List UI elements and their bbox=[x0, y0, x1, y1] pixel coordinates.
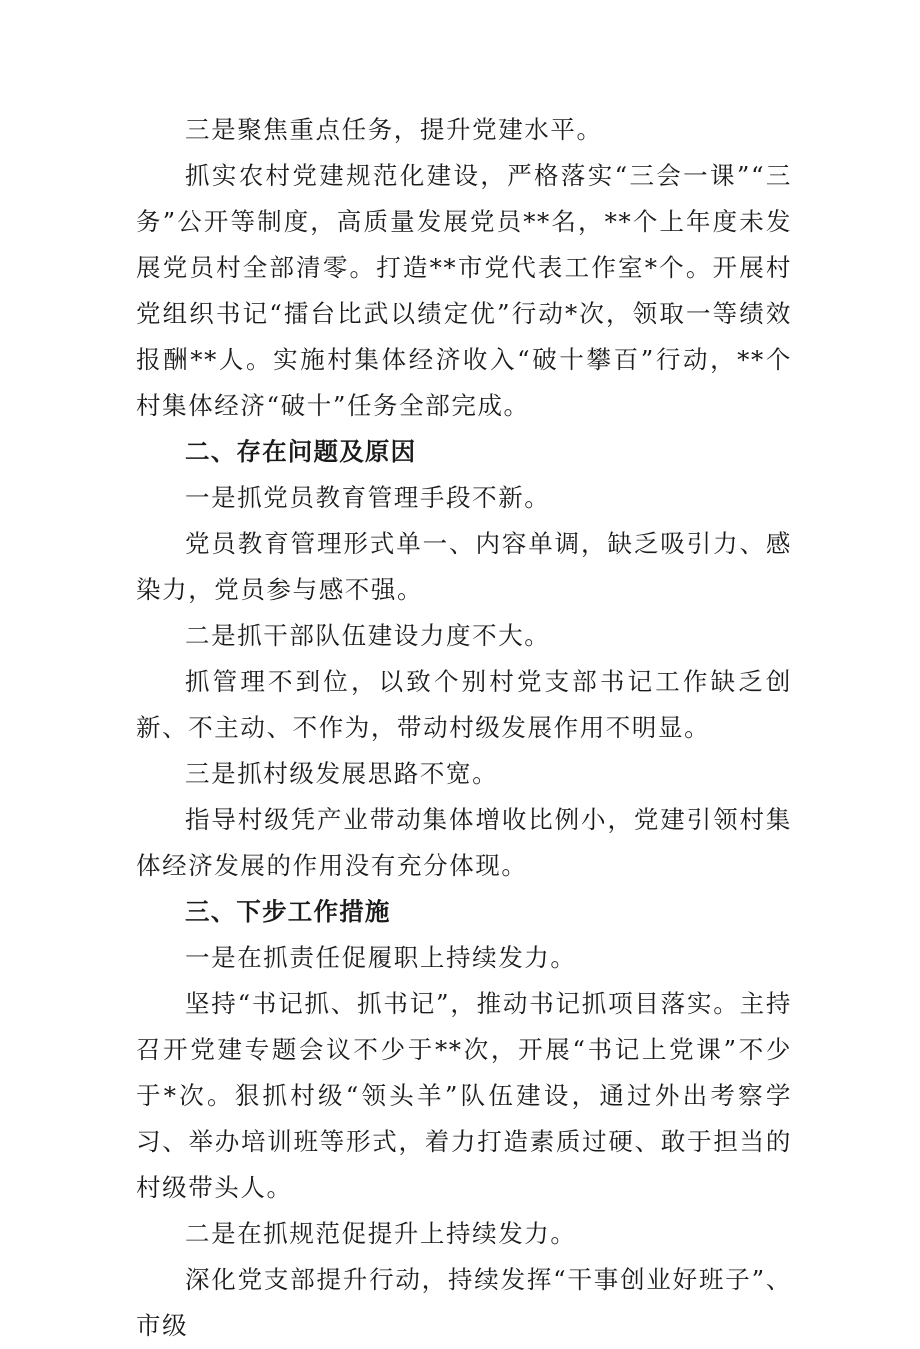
body-paragraph: 指导村级凭产业带动集体增收比例小，党建引领村集体经济发展的作用没有充分体现。 bbox=[136, 805, 792, 880]
subheading-paragraph: 三是抓村级发展思路不宽。 bbox=[185, 759, 499, 788]
body-paragraph: 深化党支部提升行动，持续发挥“干事创业好班子”、市级 bbox=[136, 1265, 792, 1340]
subheading-paragraph: 一是在抓责任促履职上持续发力。 bbox=[185, 943, 577, 972]
subheading-paragraph: 三是聚焦重点任务，提升党建水平。 bbox=[185, 115, 603, 144]
subheading-paragraph: 二是在抓规范促提升上持续发力。 bbox=[185, 1219, 577, 1248]
body-paragraph: 抓管理不到位，以致个别村党支部书记工作缺乏创新、不主动、不作为，带动村级发展作用不明显。 bbox=[136, 667, 792, 742]
section-heading: 三、下步工作措施 bbox=[185, 897, 391, 926]
document-body bbox=[136, 107, 792, 1349]
section-heading: 二、存在问题及原因 bbox=[185, 437, 417, 466]
body-paragraph: 抓实农村党建规范化建设，严格落实“三会一课”“三务”公开等制度，高质量发展党员**名，**个上年度未发展党员村全部清零。打造**市党代表工作室*个。开展村党组织书记“擂台比武以绩定优”行动*次，领取一等绩效报酬**人。实施村集体经济收入“破十攀百”行动，**个村集体经济“破十”任务全部完成。 bbox=[136, 161, 792, 420]
subheading-paragraph: 二是抓干部队伍建设力度不大。 bbox=[185, 621, 551, 650]
body-paragraph: 党员教育管理形式单一、内容单调，缺乏吸引力、感染力，党员参与感不强。 bbox=[136, 529, 792, 604]
body-paragraph: 坚持“书记抓、抓书记”，推动书记抓项目落实。主持召开党建专题会议不少于**次，开展“书记上党课”不少于*次。狠抓村级“领头羊”队伍建设，通过外出考察学习、举办培训班等形式，着力打造素质过硬、敢于担当的村级带头人。 bbox=[136, 989, 792, 1202]
subheading-paragraph: 一是抓党员教育管理手段不新。 bbox=[185, 483, 551, 512]
